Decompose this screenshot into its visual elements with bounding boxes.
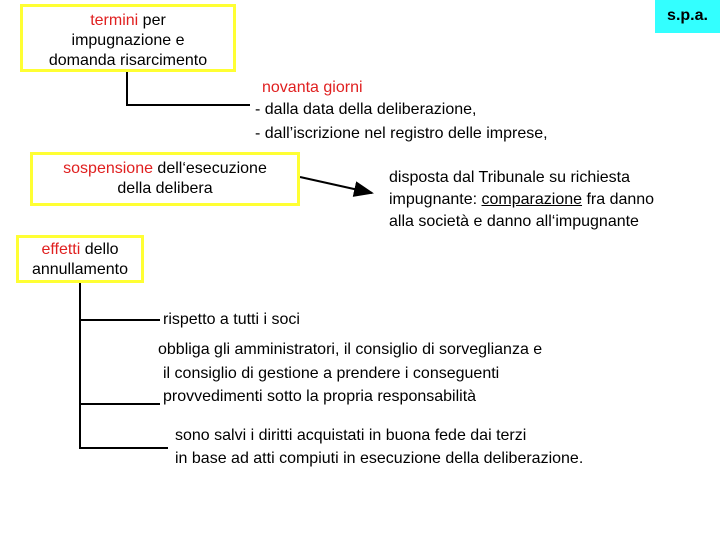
spa-label: s.p.a. xyxy=(667,7,708,24)
sospensione-box xyxy=(30,152,300,206)
sospensione-detail-line1: disposta dal Tribunale su richiesta xyxy=(389,169,631,186)
effetti-item2-line1: obbliga gli amministratori, il consiglio di sorveglianza e xyxy=(158,341,543,358)
effetti-connector-2 xyxy=(80,320,160,404)
sospensione-detail-suffix: fra danno xyxy=(582,191,655,208)
effetti-item2-line3: provvedimenti sotto la propria responsabilità xyxy=(163,388,477,405)
sospensione-detail-prefix: impugnante: xyxy=(389,191,482,208)
termini-detail-line2: - dall’iscrizione nel registro delle imprese, xyxy=(255,125,548,142)
sospensione-detail-line2 xyxy=(389,190,654,210)
termini-keyword: termini xyxy=(90,12,139,29)
effetti-connector-3 xyxy=(80,404,168,448)
effetti-connector-1 xyxy=(80,282,160,320)
termini-detail-line1: - dalla data della deliberazione, xyxy=(255,101,477,118)
effetti-rest: dello xyxy=(80,241,119,258)
termini-detail-heading: novanta giorni xyxy=(262,79,363,96)
sospensione-arrow xyxy=(300,177,372,193)
sospensione-detail-line3: alla società e danno all‘impugnante xyxy=(389,213,639,230)
comparazione-word: comparazione xyxy=(481,191,583,208)
spa-tag xyxy=(655,0,720,33)
termini-line3: domanda risarcimento xyxy=(48,52,208,69)
sospensione-keyword: sospensione xyxy=(63,160,153,177)
effetti-item3-line2: in base ad atti compiuti in esecuzione della deliberazione. xyxy=(175,450,584,467)
effetti-item2-line2: il consiglio di gestione a prendere i conseguenti xyxy=(163,365,500,382)
sospensione-rest: dell‘esecuzione xyxy=(152,160,267,177)
termini-line2: impugnazione e xyxy=(71,32,185,49)
termini-box xyxy=(20,4,236,72)
effetti-item3-line1: sono salvi i diritti acquistati in buona fede dai terzi xyxy=(175,427,527,444)
sospensione-line2: della delibera xyxy=(117,180,213,197)
effetti-item1: rispetto a tutti i soci xyxy=(163,311,300,328)
termini-rest: per xyxy=(138,12,166,29)
effetti-line2: annullamento xyxy=(31,261,129,278)
effetti-box xyxy=(16,235,144,283)
effetti-keyword: effetti xyxy=(41,241,81,258)
termini-connector xyxy=(127,70,250,105)
